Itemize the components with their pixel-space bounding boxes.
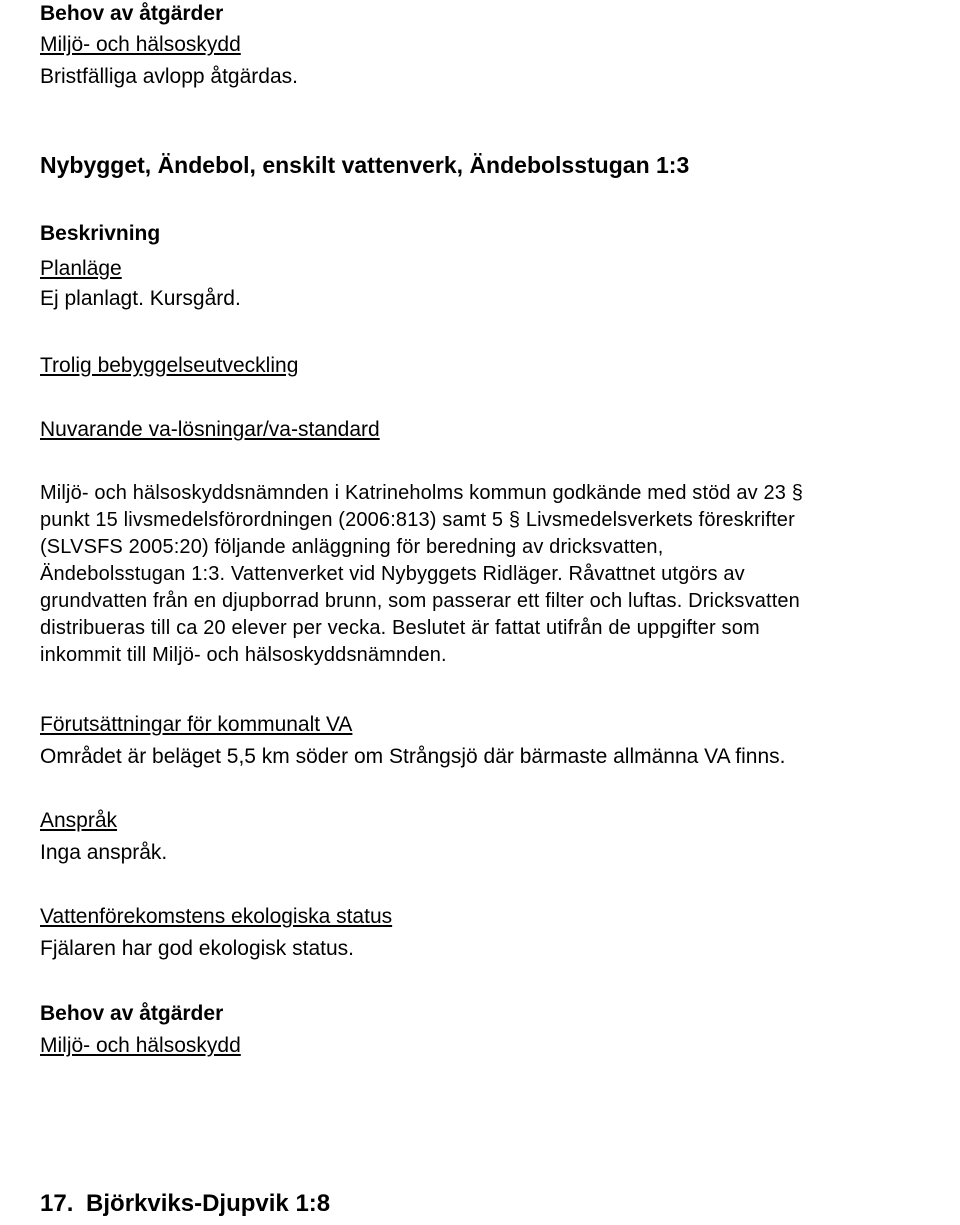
paragraph-line: punkt 15 livsmedelsförordningen (2006:813) samt 5 § Livsmedelsverkets föreskrifter — [40, 509, 795, 531]
nuvarande-label: Nuvarande va-lösningar/va-standard — [40, 418, 380, 441]
paragraph-line: Ändebolsstugan 1:3. Vattenverket vid Nybyggets Ridläger. Råvattnet utgörs av — [40, 563, 745, 585]
behov-heading: Behov av åtgärder — [40, 1002, 224, 1025]
body-text-avlopp: Bristfälliga avlopp åtgärdas. — [40, 65, 298, 88]
paragraph-line: Miljö- och hälsoskyddsnämnden i Katrineholms kommun godkände med stöd av 23 § — [40, 482, 804, 504]
facility-title: Nybygget, Ändebol, enskilt vattenverk, Ändebolsstugan 1:3 — [40, 152, 690, 178]
paragraph-line: distribueras till ca 20 elever per vecka. Beslutet är fattat utifrån de uppgifter som — [40, 617, 760, 639]
behov-subheading: Miljö- och hälsoskydd — [40, 1034, 241, 1057]
section-number: 17. — [40, 1190, 74, 1217]
nuvarande-paragraph — [40, 480, 803, 669]
beskrivning-heading: Beskrivning — [40, 222, 161, 245]
planlage-label: Planläge — [40, 257, 122, 280]
vatten-label: Vattenförekomstens ekologiska status — [40, 905, 393, 928]
trolig-label: Trolig bebyggelseutveckling — [40, 354, 299, 377]
next-section-heading — [40, 1188, 330, 1219]
section-title: Björkviks-Djupvik 1:8 — [86, 1190, 331, 1217]
ansprak-label: Anspråk — [40, 809, 118, 832]
forutsattningar-text: Området är beläget 5,5 km söder om Strångsjö där bärmaste allmänna VA finns. — [40, 745, 786, 768]
planlage-text: Ej planlagt. Kursgård. — [40, 287, 241, 310]
forutsattningar-label: Förutsättningar för kommunalt VA — [40, 713, 353, 736]
paragraph-line: inkommit till Miljö- och hälsoskyddsnämnden. — [40, 644, 447, 666]
ansprak-text: Inga anspråk. — [40, 841, 168, 864]
paragraph-line: (SLVSFS 2005:20) följande anläggning för beredning av dricksvatten, — [40, 536, 664, 558]
vatten-text: Fjälaren har god ekologisk status. — [40, 937, 355, 960]
subheading-miljo: Miljö- och hälsoskydd — [40, 33, 241, 56]
paragraph-line: grundvatten från en djupborrad brunn, som passerar ett filter och luftas. Dricksvatten — [40, 590, 800, 612]
section-heading-behov: Behov av åtgärder — [40, 2, 224, 25]
